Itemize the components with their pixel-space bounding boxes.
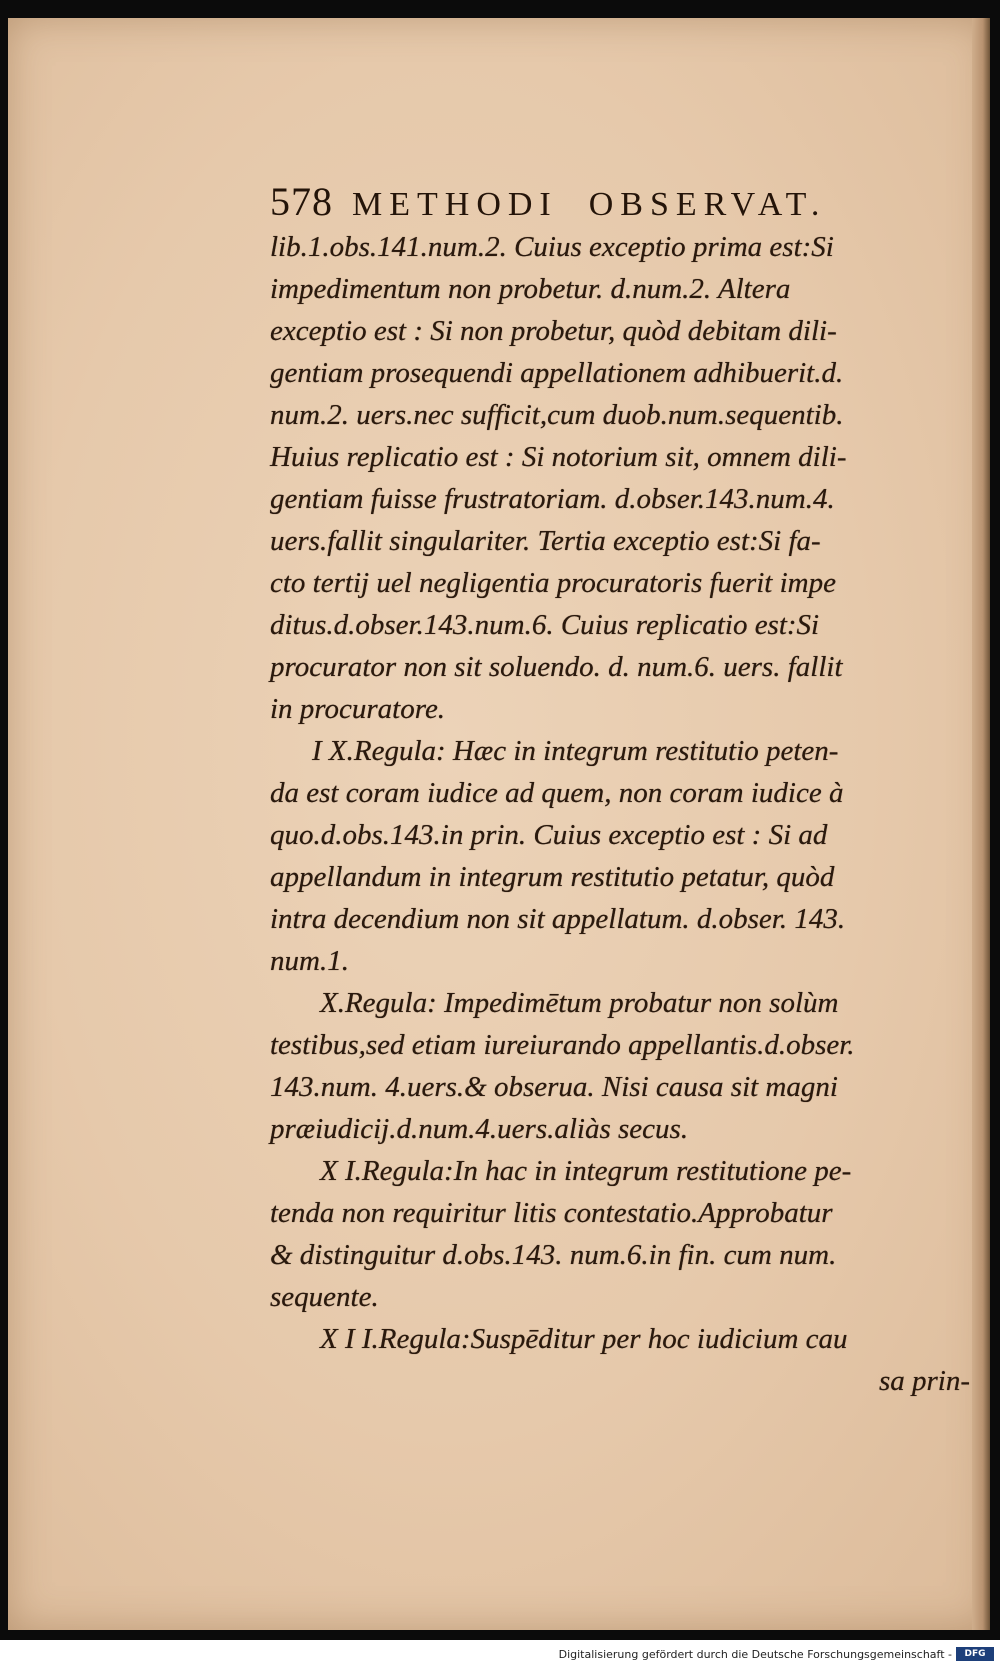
text-line: exceptio est : Si non probetur, quòd debitam dili- [270, 315, 837, 347]
text-line: impedimentum non probetur. d.num.2. Altera [270, 273, 791, 305]
text-line: da est coram iudice ad quem, non coram iudice à [270, 777, 844, 809]
text-line: præiudicij.d.num.4.uers.aliàs secus. [270, 1113, 689, 1145]
page-edge [972, 18, 990, 1630]
page-number: 578 [270, 179, 333, 224]
rule-heading-line: X I I.Regula:Suspēditur per hoc iudicium cau [320, 1323, 848, 1355]
text-line: quo.d.obs.143.in prin. Cuius exceptio est : Si ad [270, 819, 828, 851]
text-line: gentiam fuisse frustratoriam. d.obser.143.num.4. [270, 483, 835, 515]
rule-heading-line: X.Regula: Impedimētum probatur non solùm [320, 987, 839, 1019]
running-header [270, 178, 970, 226]
text-line: gentiam prosequendi appellationem adhibuerit.d. [270, 357, 844, 389]
text-line: 143.num. 4.uers.& obserua. Nisi causa sit magni [270, 1071, 838, 1103]
text-line: lib.1.obs.141.num.2. Cuius exceptio prima est:Si [270, 231, 834, 263]
text-line: procurator non sit soluendo. d. num.6. uers. fallit [270, 651, 843, 683]
text-line: Huius replicatio est : Si notorium sit, omnem dili- [270, 441, 847, 473]
text-line: num.2. uers.nec sufficit,cum duob.num.sequentib. [270, 399, 844, 431]
text-line: in procuratore. [270, 693, 446, 725]
footer-credit: Digitalisierung gefördert durch die Deutsche Forschungsgemeinschaft - [558, 1648, 952, 1661]
text-line: cto tertij uel negligentia procuratoris fuerit impe [270, 567, 836, 599]
text-line: intra decendium non sit appellatum. d.obser. 143. [270, 903, 846, 935]
dfg-logo: DFG [956, 1647, 994, 1661]
text-line: & distinguitur d.obs.143. num.6.in fin. cum num. [270, 1239, 837, 1271]
text-line: ditus.d.obser.143.num.6. Cuius replicatio est:Si [270, 609, 820, 641]
text-line: uers.fallit singulariter. Tertia exceptio est:Si fa- [270, 525, 821, 557]
digitization-footer [0, 1640, 1000, 1666]
text-block [270, 178, 970, 1402]
text-line: tenda non requiritur litis contestatio.Approbatur [270, 1197, 833, 1229]
text-line: sequente. [270, 1281, 379, 1313]
catchword: sa prin- [878, 1365, 970, 1397]
book-page [8, 18, 990, 1630]
text-line: testibus,sed etiam iureiurando appellantis.d.obser. [270, 1029, 855, 1061]
rule-heading-line: I X.Regula: Hæc in integrum restitutio peten- [312, 735, 839, 767]
running-title: METHODI OBSERVAT. [352, 186, 827, 223]
text-line: num.1. [270, 945, 349, 977]
rule-heading-line: X I.Regula:In hac in integrum restitutione pe- [320, 1155, 852, 1187]
text-line: appellandum in integrum restitutio petatur, quòd [270, 861, 835, 893]
